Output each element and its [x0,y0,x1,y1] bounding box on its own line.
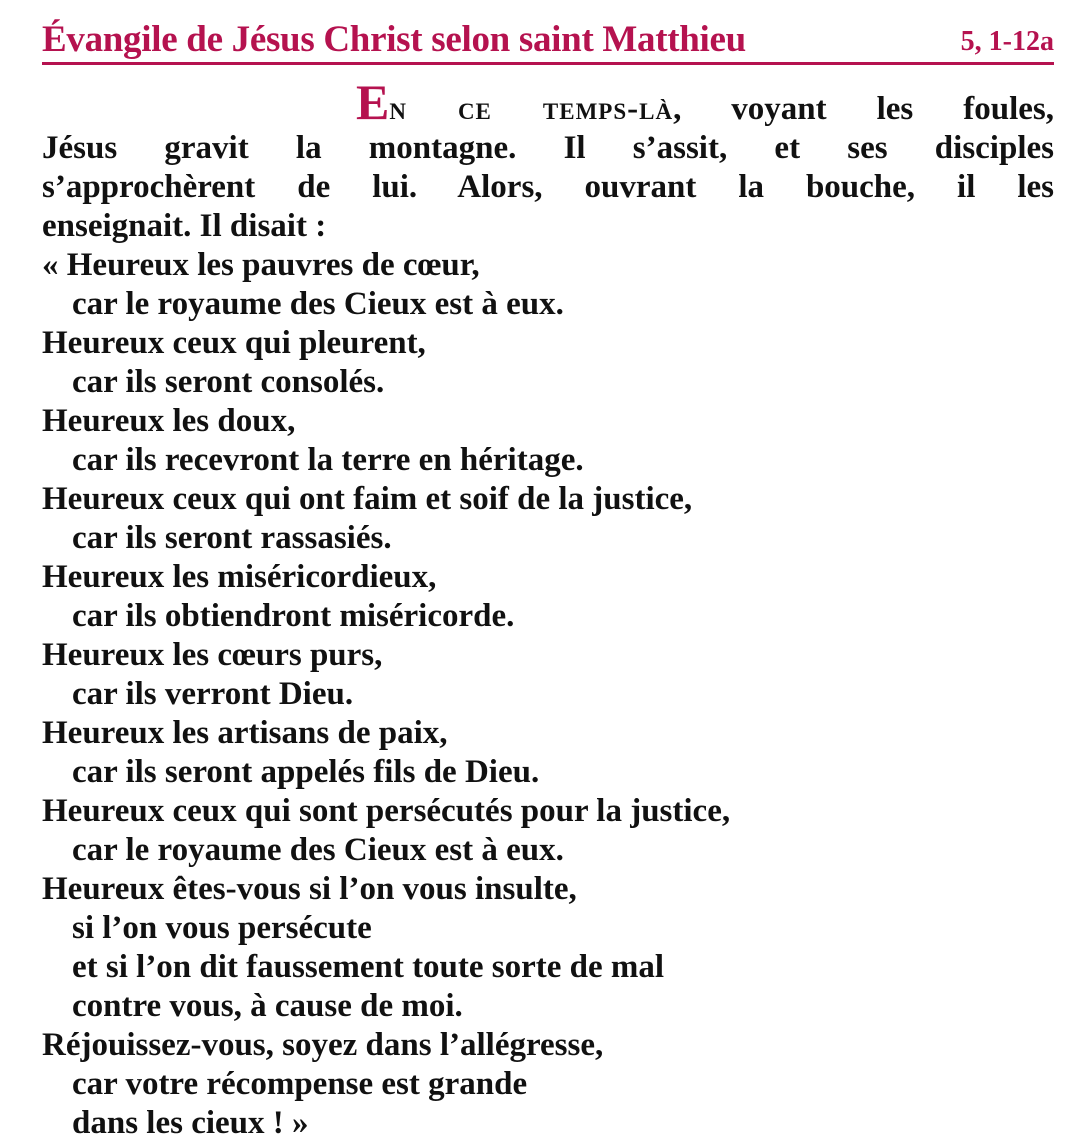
verse-line: car ils seront consolés. [72,364,385,400]
intro-line-rest: , voyant les foules, [673,91,1055,127]
verse-line: dans les cieux ! » [72,1105,309,1141]
verse-line: Heureux ceux qui ont faim et soif de la justice, [42,481,693,517]
verse-line: Heureux les artisans de paix, [42,715,448,751]
small-caps-opening: n ce temps-là [389,91,674,127]
verse-line: car ils seront appelés fils de Dieu. [72,754,540,790]
beatitudes [42,246,1054,1143]
verse-line: car le royaume des Cieux est à eux. [72,832,564,868]
verse-line: Heureux êtes-vous si l’on vous insulte, [42,871,577,907]
verse-line: Heureux les doux, [42,403,296,439]
intro-line: Jésus gravit la montagne. Il s’assit, et ses disciples [42,130,1054,166]
reading-title: Évangile de Jésus Christ selon saint Matthieu [42,19,746,60]
intro-line: enseignait. Il disait : [42,208,327,244]
reading-text [42,74,1055,1143]
verse-line: Heureux les miséricordieux, [42,559,437,595]
verse-line: Réjouissez-vous, soyez dans l’allégresse, [42,1027,604,1063]
reading-header [42,0,1054,65]
verse-line: Heureux ceux qui pleurent, [42,325,426,361]
verse-line: « Heureux les pauvres de cœur, [42,247,480,283]
scripture-reference: 5, 1-12a [960,26,1054,57]
verse-line: et si l’on dit faussement toute sorte de mal [72,949,665,985]
verse-line: si l’on vous persécute [72,910,372,946]
intro-line: s’approchèrent de lui. Alors, ouvrant la bouche, il les [42,169,1054,205]
verse-line: car ils verront Dieu. [72,676,354,712]
verse-line: car le royaume des Cieux est à eux. [72,286,564,322]
verse-line: car ils seront rassasiés. [72,520,392,556]
drop-letter: E [356,74,390,130]
verse-line: car ils recevront la terre en héritage. [72,442,584,478]
verse-line: contre vous, à cause de moi. [72,988,463,1024]
verse-line: Heureux les cœurs purs, [42,637,383,673]
verse-line: Heureux ceux qui sont persécutés pour la justice, [42,793,731,829]
intro-line [42,74,1055,130]
verse-line: car votre récompense est grande [72,1066,528,1102]
verse-line: car ils obtiendront miséricorde. [72,598,515,634]
